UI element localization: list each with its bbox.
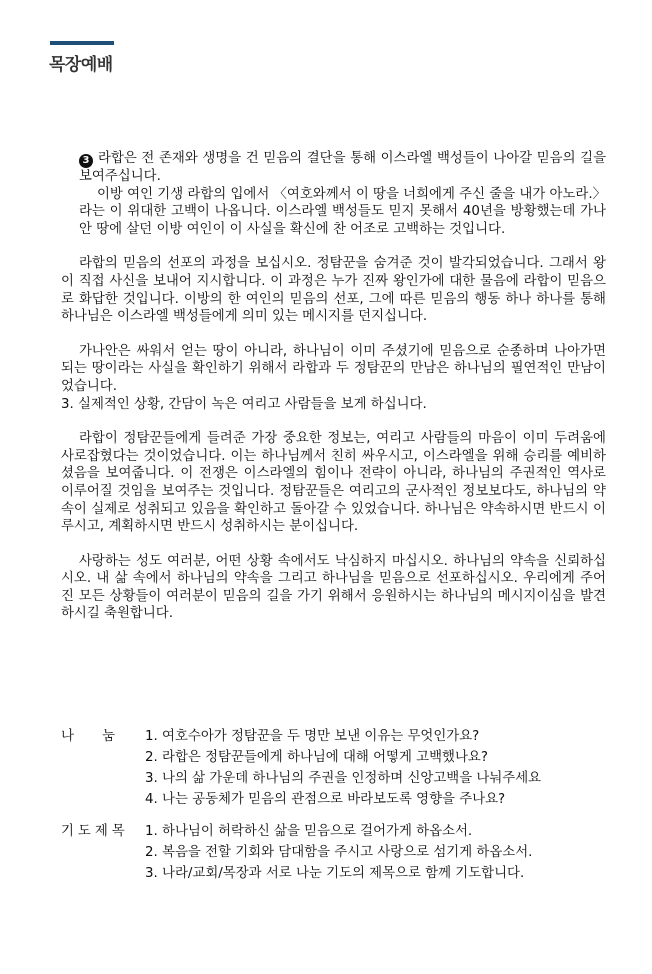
page-title: 목장예배 [49, 55, 113, 75]
prayer-label: 기도제목 [61, 824, 129, 839]
list-item: 4. 나는 공동체가 믿음의 관점으로 바라보도록 영향을 주나요? [145, 792, 506, 807]
list-item: 1. 여호수아가 정탐꾼을 두 명만 보낸 이유는 무엇인가요? [145, 729, 480, 744]
prayer-section [61, 821, 621, 884]
list-item: 3. 나라/교회/목장과 서로 나눈 기도의 제목으로 함께 기도합니다. [145, 866, 525, 881]
list-item: 3. 나의 삶 가운데 하나님의 주권을 인정하며 신앙고백을 나눠주세요 [145, 771, 542, 786]
list-item: 2. 복음을 전할 기회와 담대함을 주시고 사랑으로 섬기게 하옵소서. [145, 845, 533, 860]
sharing-questions [145, 726, 621, 810]
header-accent-bar [50, 41, 114, 45]
paragraph-exhortation: 사랑하는 성도 여러분, 어떤 상황 속에서도 낙심하지 마십시오. 하나님의 약속을 신뢰하십시오. 내 삶 속에서 하나님의 약속을 그리고 하나님을 믿음으로 선포하십시오. 우리에게 주어진 모든 상황들이 여러분이 믿음의 길을 가기 위해서 응원하시는 하나님의 메시지이심을 발견하시길 축원합니다. [61, 553, 606, 622]
point-3-intro-text: 라합은 전 존재와 생명을 건 믿음의 결단을 통해 이스라엘 백성들이 나아갈 믿음의 길을 보여주십니다. [79, 151, 606, 184]
sharing-label: 나 눔 [61, 729, 115, 744]
paragraph-spies-report: 라합이 정탐꾼들에게 들려준 가장 중요한 정보는, 여리고 사람들의 마음이 이미 두려움에 사로잡혔다는 것이었습니다. 이는 하나님께서 친히 싸우시고, 이스라엘을 위해 승리를 예비하셨음을 보여줍니다. 이 전쟁은 이스라엘의 힘이나 전략이 아니라, 하나님의 주권적인 역사로 이루어질 것임을 보여주는 것입니다. 정탐꾼들은 여리고의 군사적인 정보보다도, 하나님의 약속이 실제로 성취되고 있음을 확인하고 돌아갈 수 있었습니다. 하나님은 약속하시면 반드시 이루시고, 계획하시면 반드시 성취하시는 분이십니다. [61, 431, 606, 535]
paragraph-proclamation: 라합의 믿음의 선포의 과정을 보십시오. 정탐꾼을 숨겨준 것이 발각되었습니다. 그래서 왕이 직접 사신을 보내어 지시합니다. 이 과정은 누가 진짜 왕인가에 대한 물음에 라합이 믿음으로 화답한 것입니다. 이방의 한 여인의 믿음의 선포, 그에 따른 믿음의 행동 하나 하나를 통해 하나님은 이스라엘 백성들에게 의미 있는 메시지를 던지십니다. [61, 256, 606, 325]
section-3-heading: 3. 실제적인 상황, 간담이 녹은 여리고 사람들을 보게 하십니다. [61, 396, 427, 412]
sermon-body [61, 150, 606, 623]
point-3-confession: 이방 여인 기생 라합의 입에서 〈여호와께서 이 땅을 너희에게 주신 줄을 내가 아노라.〉 라는 이 위대한 고백이 나옵니다. 이스라엘 백성들도 믿지 못해서 40년을 방황했는데 가나안 땅에 살던 이방 여인이 이 사실을 확신에 찬 어조로 고백하는 것입니다. [79, 186, 606, 237]
list-item: 1. 하나님이 허락하신 삶을 믿음으로 걸어가게 하옵소서. [145, 824, 473, 839]
sharing-section [61, 726, 621, 810]
circled-number-icon: 3 [79, 154, 93, 168]
point-3-intro [61, 150, 606, 186]
prayer-items [145, 821, 621, 884]
list-item: 2. 라합은 정탐꾼들에게 하나님에 대해 어떻게 고백했나요? [145, 750, 488, 765]
paragraph-canaan: 가나안은 싸워서 얻는 땅이 아니라, 하나님이 이미 주셨기에 믿음으로 순종하며 나아가면 되는 땅이라는 사실을 확인하기 위해서 라합과 두 정탐꾼의 만남은 하나님의 필연적인 만남이었습니다. [61, 343, 606, 394]
